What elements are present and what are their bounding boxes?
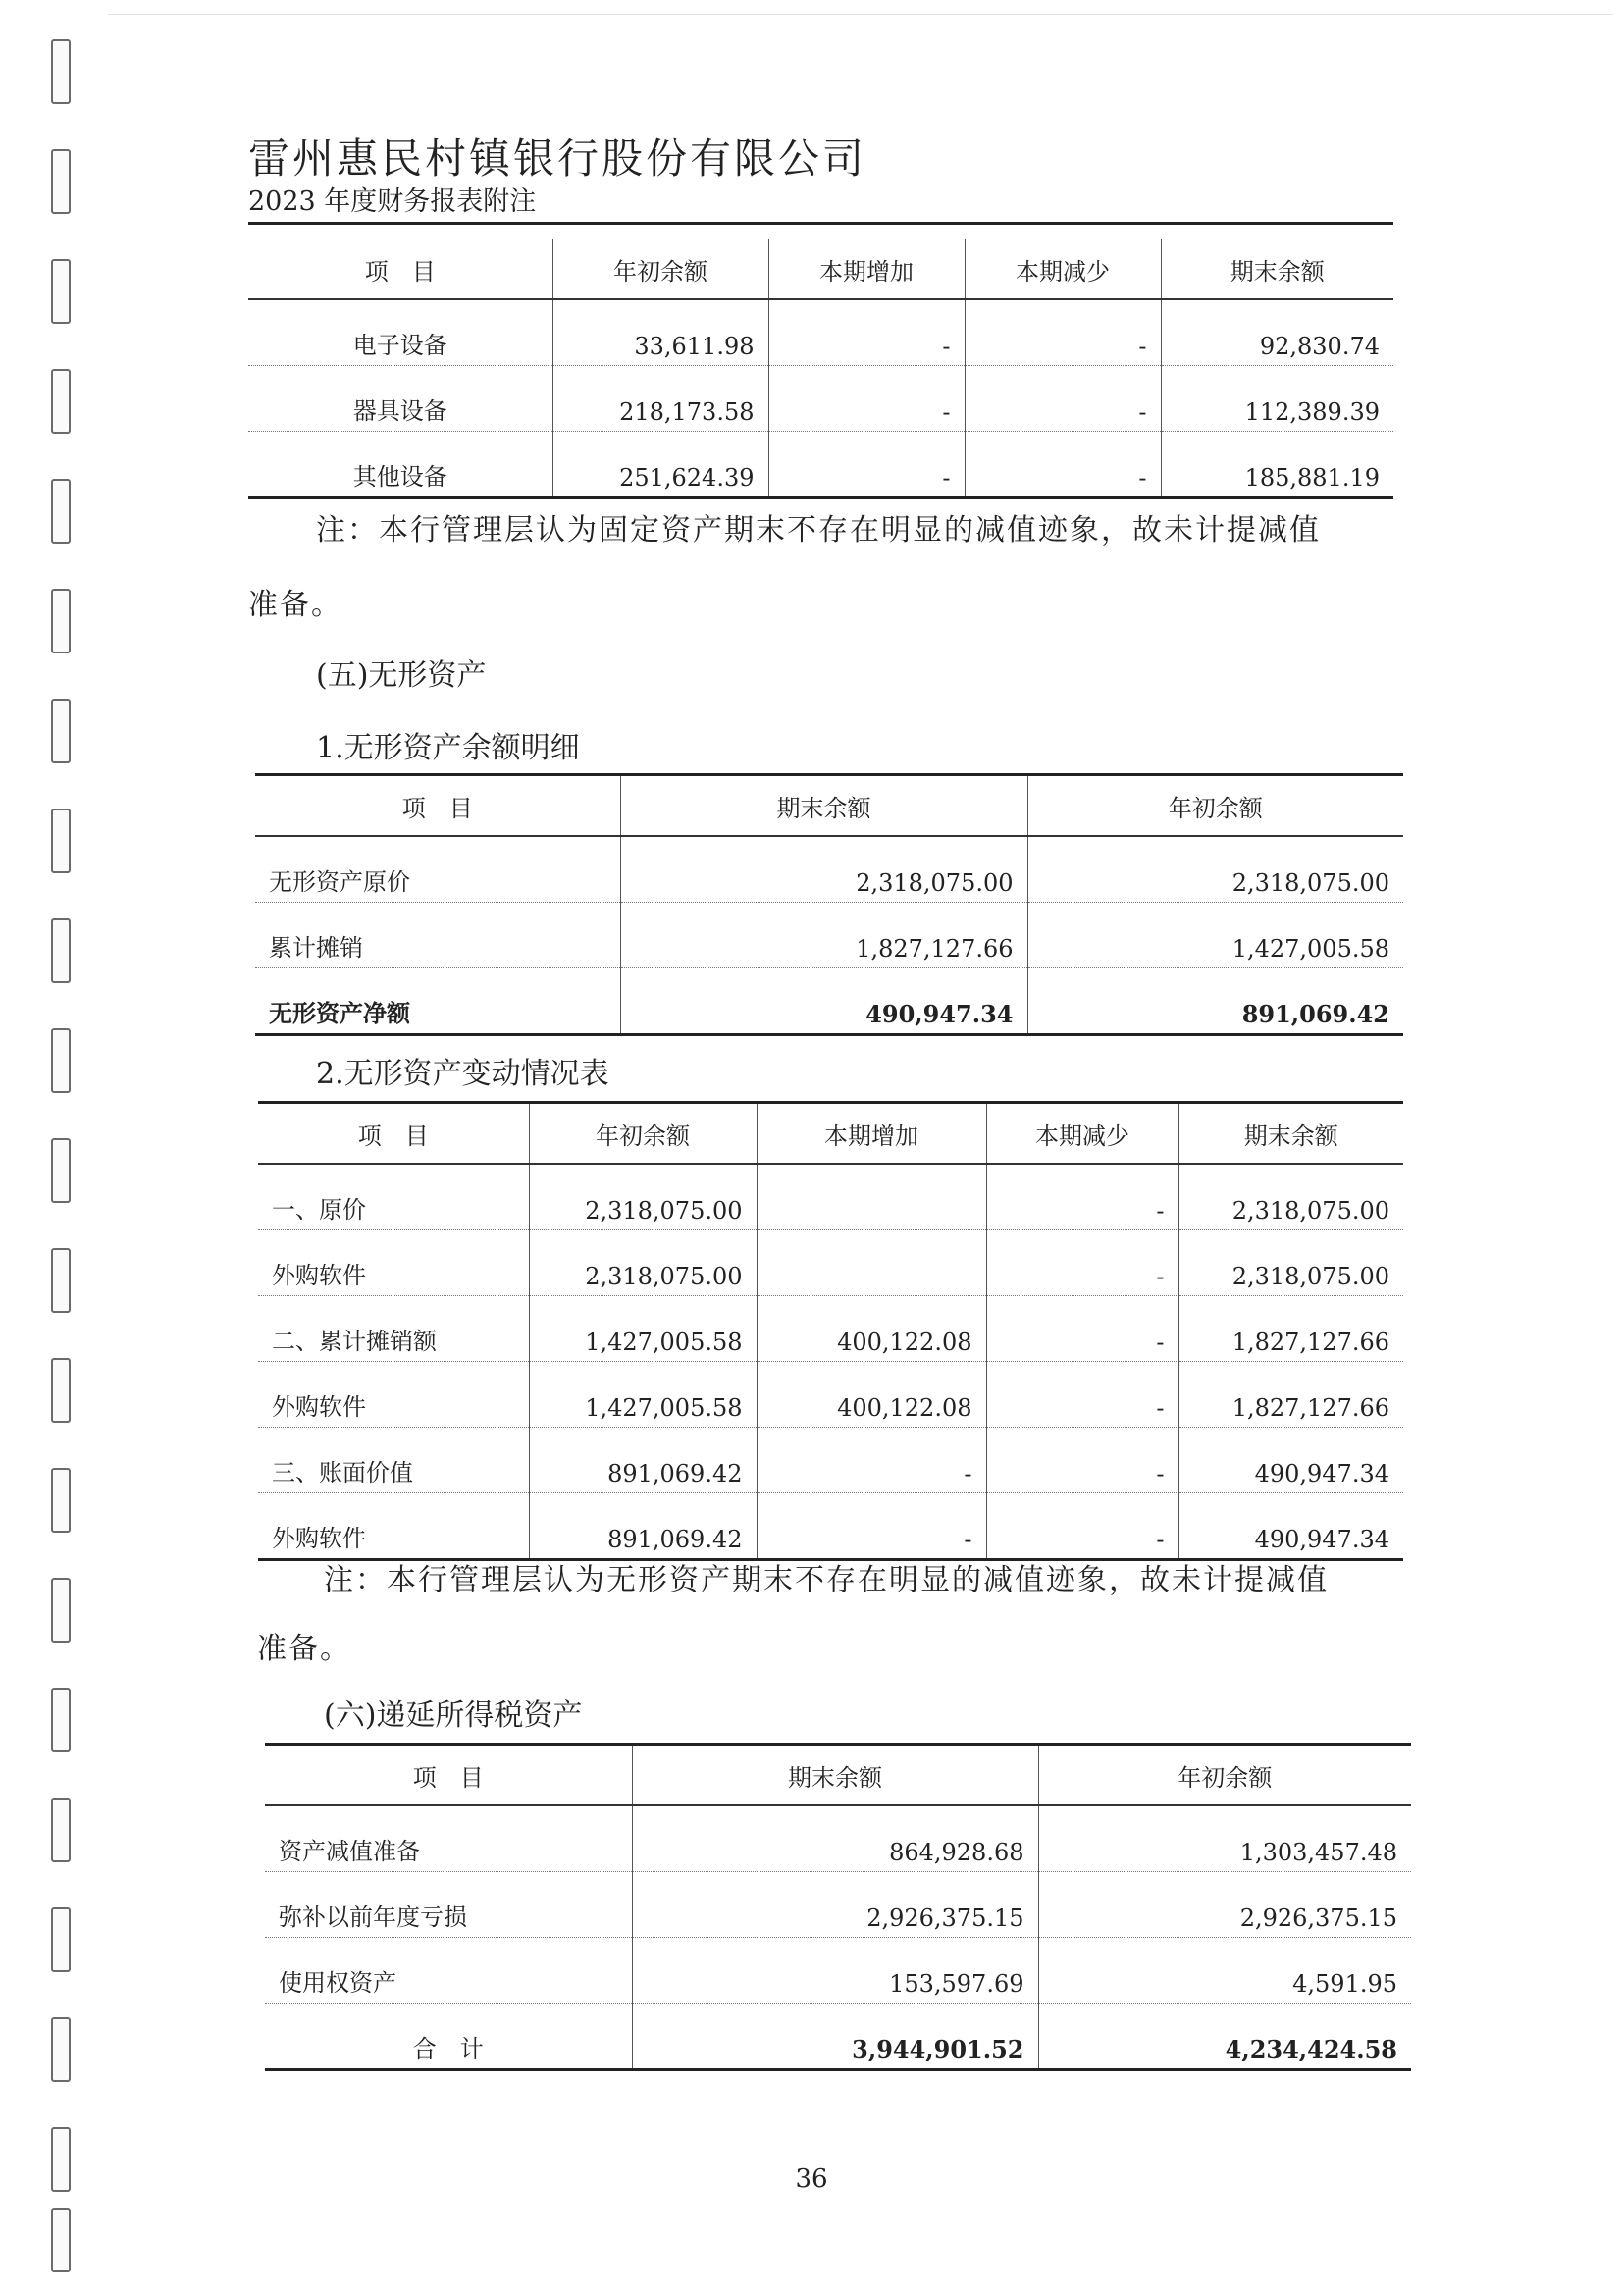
cell-opening: 2,318,075.00 [529,1230,757,1296]
cell-opening: 4,234,424.58 [1038,2004,1411,2070]
row-label: 一、原价 [258,1164,529,1230]
cell-increase: - [768,366,965,432]
row-label: 外购软件 [258,1230,529,1296]
binding-hole [51,1907,71,1972]
cell-closing: 2,318,075.00 [1178,1230,1403,1296]
cell-opening: 1,303,457.48 [1038,1805,1411,1872]
table-total-row [255,968,1403,1035]
deferred-tax-table [265,1743,1411,2071]
binding-hole [51,39,71,104]
col-header-item: 项 目 [258,1103,529,1165]
binding-hole [51,479,71,544]
subheading-intangible-change: 2.无形资产变动情况表 [316,1057,609,1091]
row-label: 弥补以前年度亏损 [265,1872,632,1938]
col-header-closing: 期末余额 [1178,1103,1403,1165]
col-header-item: 项 目 [265,1745,632,1806]
col-header-decrease: 本期减少 [986,1103,1178,1165]
binding-hole [51,918,71,983]
row-label: 二、累计摊销额 [258,1296,529,1362]
col-header-item: 项 目 [248,239,552,299]
note-fixed-assets-line1: 注：本行管理层认为固定资产期末不存在明显的减值迹象，故未计提减值 [316,513,1321,548]
row-label: 三、账面价值 [258,1428,529,1493]
col-header-decrease: 本期减少 [965,239,1161,299]
col-header-increase: 本期增加 [768,239,965,299]
cell-opening: 251,624.39 [552,432,768,498]
binding-hole [51,2208,71,2272]
cell-opening: 2,926,375.15 [1038,1872,1411,1938]
cell-decrease: - [986,1164,1178,1230]
row-label: 器具设备 [248,366,552,432]
binding-holes [47,29,77,2276]
binding-hole [51,1358,71,1423]
cell-decrease: - [986,1362,1178,1428]
table-row [258,1493,1403,1560]
report-subtitle: 2023 年度财务报表附注 [248,186,537,217]
cell-opening: 33,611.98 [552,299,768,366]
section-heading-intangible: (五)无形资产 [316,658,487,693]
cell-increase [757,1164,986,1230]
cell-opening: 1,427,005.58 [529,1296,757,1362]
row-label: 外购软件 [258,1362,529,1428]
table-row [258,1362,1403,1428]
col-header-opening: 年初余额 [1027,775,1403,837]
table-row [265,1872,1411,1938]
cell-increase: - [768,299,965,366]
scan-top-edge [108,14,1613,15]
cell-closing: 1,827,127.66 [620,903,1027,968]
section-heading-deferred-tax: (六)递延所得税资产 [324,1698,583,1733]
binding-hole [51,1468,71,1533]
table-row [248,432,1393,498]
cell-closing: 153,597.69 [632,1938,1038,2004]
table-header-row [248,239,1393,299]
table-row [258,1164,1403,1230]
cell-opening: 218,173.58 [552,366,768,432]
cell-opening: 4,591.95 [1038,1938,1411,2004]
cell-increase: 400,122.08 [757,1296,986,1362]
note-intangible-line1: 注：本行管理层认为无形资产期末不存在明显的减值迹象，故未计提减值 [324,1563,1329,1597]
page-number: 36 [795,2165,828,2194]
row-label: 合 计 [265,2004,632,2070]
table-total-row [265,2004,1411,2070]
cell-increase: 400,122.08 [757,1362,986,1428]
page-header [248,133,1393,225]
col-header-increase: 本期增加 [757,1103,986,1165]
cell-opening: 891,069.42 [529,1428,757,1493]
cell-closing: 490,947.34 [1178,1428,1403,1493]
binding-hole [51,149,71,214]
col-header-item: 项 目 [255,775,620,837]
table-row [258,1296,1403,1362]
cell-closing: 490,947.34 [1178,1493,1403,1560]
binding-hole [51,1028,71,1093]
cell-closing: 112,389.39 [1161,366,1393,432]
note-fixed-assets-line2: 准备。 [248,588,342,622]
note-intangible-line2: 准备。 [257,1632,351,1666]
row-label: 其他设备 [248,432,552,498]
cell-closing: 864,928.68 [632,1805,1038,1872]
cell-decrease: - [965,299,1161,366]
binding-hole [51,2017,71,2082]
cell-opening: 1,427,005.58 [529,1362,757,1428]
cell-closing: 2,318,075.00 [620,836,1027,903]
col-header-opening: 年初余额 [552,239,768,299]
col-header-opening: 年初余额 [529,1103,757,1165]
binding-hole [51,1248,71,1313]
cell-increase: - [768,432,965,498]
cell-decrease: - [986,1493,1178,1560]
table-row [258,1428,1403,1493]
table-row [248,366,1393,432]
cell-decrease: - [986,1428,1178,1493]
table-header-row [255,775,1403,837]
binding-hole [51,1578,71,1643]
binding-hole [51,369,71,434]
row-label: 电子设备 [248,299,552,366]
table-row [258,1230,1403,1296]
cell-increase [757,1230,986,1296]
table-row [248,299,1393,366]
cell-decrease: - [965,366,1161,432]
cell-closing: 490,947.34 [620,968,1027,1035]
col-header-opening: 年初余额 [1038,1745,1411,1806]
header-rule [248,222,1393,225]
cell-increase: - [757,1493,986,1560]
subheading-intangible-balance: 1.无形资产余额明细 [316,731,580,765]
cell-closing: 3,944,901.52 [632,2004,1038,2070]
cell-closing: 1,827,127.66 [1178,1362,1403,1428]
company-name: 雷州惠民村镇银行股份有限公司 [248,134,867,183]
cell-decrease: - [986,1230,1178,1296]
row-label: 资产减值准备 [265,1805,632,1872]
row-label: 外购软件 [258,1493,529,1560]
cell-increase: - [757,1428,986,1493]
cell-opening: 2,318,075.00 [1027,836,1403,903]
cell-closing: 185,881.19 [1161,432,1393,498]
binding-hole [51,589,71,653]
table-row [265,1938,1411,2004]
binding-hole [51,259,71,324]
cell-closing: 2,926,375.15 [632,1872,1038,1938]
binding-hole [51,1138,71,1203]
table-row [255,836,1403,903]
binding-hole [51,1688,71,1752]
table-header-row [258,1103,1403,1165]
row-label: 无形资产原价 [255,836,620,903]
col-header-closing: 期末余额 [632,1745,1038,1806]
col-header-closing: 期末余额 [1161,239,1393,299]
binding-hole [51,699,71,763]
cell-closing: 1,827,127.66 [1178,1296,1403,1362]
row-label: 无形资产净额 [255,968,620,1035]
row-label: 累计摊销 [255,903,620,968]
col-header-closing: 期末余额 [620,775,1027,837]
intangible-balance-table [255,773,1403,1036]
cell-opening: 1,427,005.58 [1027,903,1403,968]
table-header-row [265,1745,1411,1806]
table-row [255,903,1403,968]
table-row [265,1805,1411,1872]
fixed-assets-table [248,239,1393,499]
cell-decrease: - [965,432,1161,498]
intangible-change-table [258,1101,1403,1561]
binding-hole [51,809,71,873]
row-label: 使用权资产 [265,1938,632,2004]
cell-closing: 2,318,075.00 [1178,1164,1403,1230]
cell-opening: 2,318,075.00 [529,1164,757,1230]
cell-decrease: - [986,1296,1178,1362]
cell-closing: 92,830.74 [1161,299,1393,366]
cell-opening: 891,069.42 [529,1493,757,1560]
cell-opening: 891,069.42 [1027,968,1403,1035]
binding-hole [51,1798,71,1862]
